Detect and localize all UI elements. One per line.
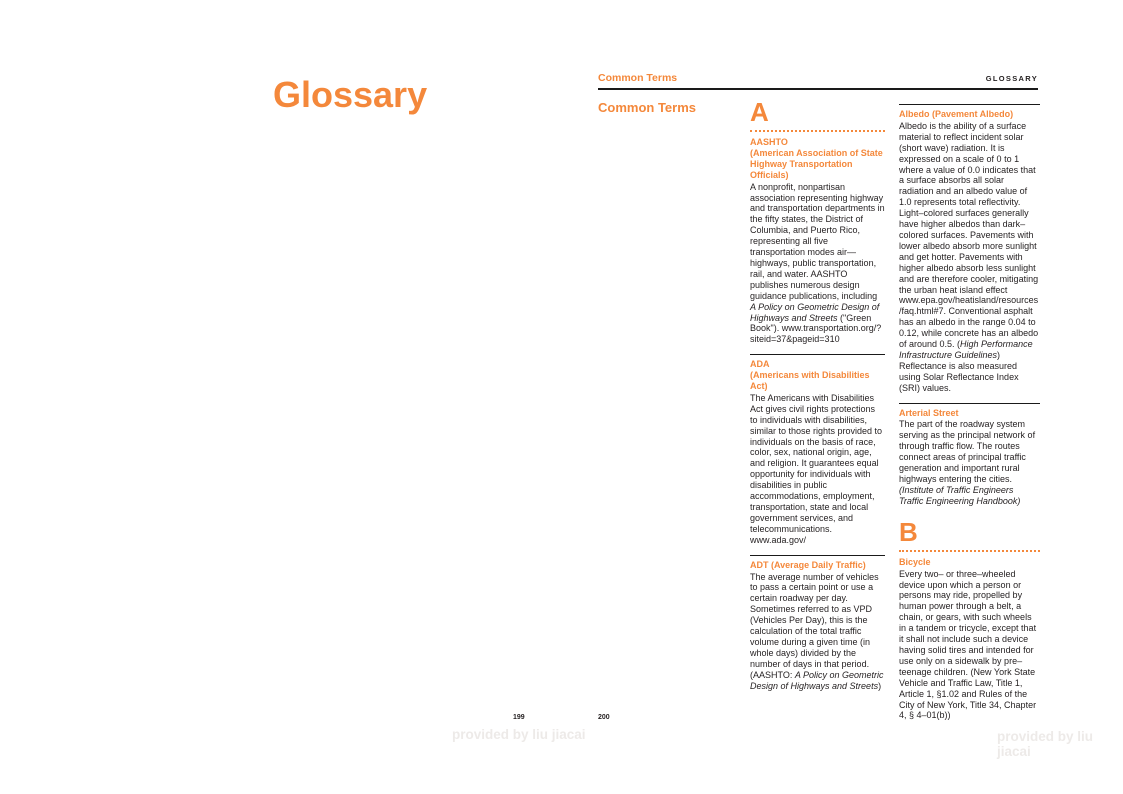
entry-aashto <box>750 137 885 345</box>
entry-arterial-street <box>899 403 1040 507</box>
term-definition: The part of the roadway system serving as the principal network of through traffic flow. The routes connect areas of principal traffic generation and important rural highways entering the cities. (Institute of Traffic Engineers Traffic Engineering Handbook) <box>899 419 1036 506</box>
corner-label: GLOSSARY <box>985 74 1038 83</box>
term-heading: Albedo (Pavement Albedo) <box>899 109 1014 119</box>
term-heading: Arterial Street <box>899 407 959 418</box>
term-heading: ADA <box>750 359 770 370</box>
section-letter-a <box>750 99 885 132</box>
term-subheading: (American Association of State Highway Transportation Officials) <box>750 147 883 180</box>
page-number-left: 199 <box>513 714 525 721</box>
section-title: Common Terms <box>598 100 696 115</box>
watermark-right: provided by liu jiacai <box>997 729 1094 759</box>
term-definition: Albedo is the ability of a surface material to reflect incident solar (short wave) radiation. It is expressed on a scale of 0 to 1 where a value of 0.0 indicates that a surface absorbs all solar radiation and an albedo value of 1.0 represents total reflectivity. Light–colored surfaces generally have higher albedos than dark–colored surfaces. Pavements with lower albedo absorb more sunlight and get hotter. Pavements with higher albedo absorb less sunlight and are therefore cooler, mitigating the urban heat island effect www.epa.gov/heatisland/resources/faq.html#7. Conventional asphalt has an albedo in the range 0.04 to 0.12, while concrete has an albedo of around 0.5. (High Performance Infrastructure Guidelines) Reflectance is also measured using Solar Reflectance Index (SRI) values. <box>899 120 1039 393</box>
term-definition: The average number of vehicles to pass a certain point or use a certain roadway per day. Sometimes referred to as VPD (Vehicles Per Day), this is the calculation of the total traffic volume during a given time (in whole days) divided by the number of days in that period. (AASHTO: A Policy on Geometric Design of Highways and Streets) <box>750 571 884 691</box>
term-definition: The Americans with Disabilities Act gives civil rights protections to individuals with disabilities, similar to those rights provided to individuals on the basis of race, color, sex, national origin, age, and religion. It guarantees equal opportunity for individuals with disabilities in public accommodations, employment, transportation, state and local government services, and telecommunications. www.ada.gov/ <box>750 392 883 545</box>
term-heading: ADT (Average Daily Traffic) <box>750 559 866 570</box>
running-header: Common Terms <box>598 72 678 84</box>
section-letter-label: A <box>750 97 769 127</box>
glossary-column-1 <box>750 99 885 692</box>
term-heading: AASHTO <box>750 137 788 147</box>
glossary-column-2 <box>899 99 1040 721</box>
entry-adt <box>750 555 885 692</box>
header-rule <box>598 88 1038 90</box>
entry-albedo <box>899 104 1040 394</box>
page-number-right: 200 <box>598 714 610 721</box>
section-letter-label: B <box>899 516 918 547</box>
entry-ada <box>750 354 885 545</box>
term-definition: A nonprofit, nonpartisan association representing highway and transportation departments in the fifty states, the District of Columbia, and Puerto Rico, representing all five transportation modes air—highways, public transportation, rail, and water. AASHTO publishes numerous design guidance publications, including A Policy on Geometric Design of Highways and Streets ("Green Book"). www.transportation.org/?siteid=37&pageid=310 <box>750 181 885 345</box>
entry-bicycle <box>899 557 1040 722</box>
term-subheading: (Americans with Disabilities Act) <box>750 370 870 392</box>
term-heading: Bicycle <box>899 556 931 567</box>
watermark-left: provided by liu jiacai <box>452 727 586 742</box>
section-letter-b <box>899 516 1040 552</box>
term-definition: Every two– or three–wheeled device upon which a person or persons may ride, propelled by human power through a belt, a chain, or gears, with such wheels in a tandem or tricycle, except that it shall not include such a device having solid tires and intended for use only on a sidewalk by pre–teenage children. (New York State Vehicle and Traffic Law, Title 1, Article 1, §1.02 and Rules of the City of New York, Title 34, Chapter 4, § 4–01(b)) <box>899 568 1037 721</box>
page-title: Glossary <box>273 74 428 115</box>
